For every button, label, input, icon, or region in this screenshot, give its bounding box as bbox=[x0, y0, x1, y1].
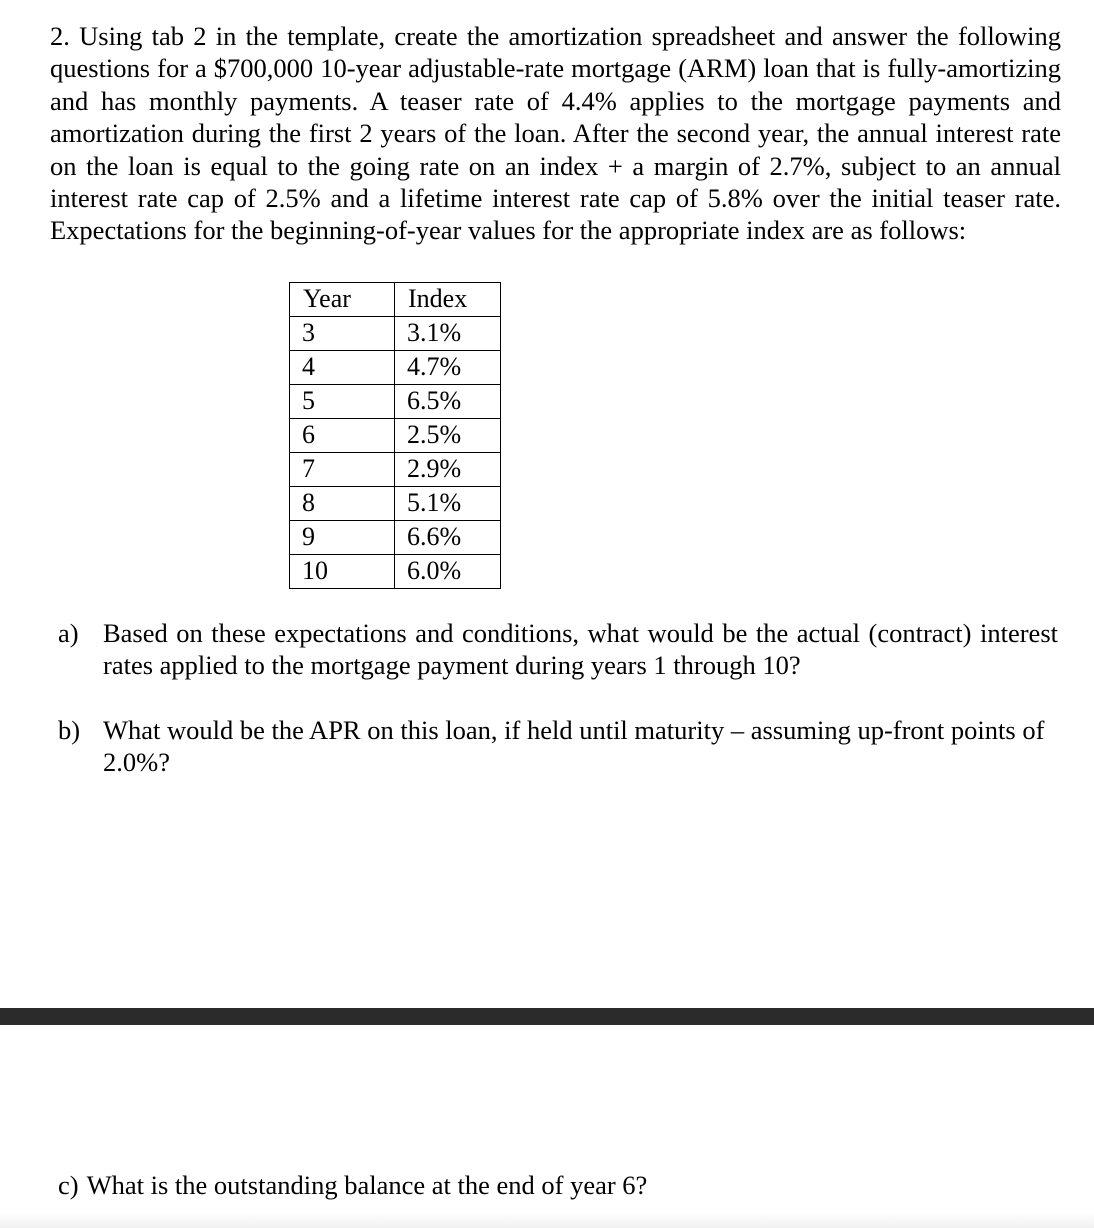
question-b-text: What would be the APR on this loan, if held until maturity – assuming up-front points of 2.0%? bbox=[103, 715, 1045, 778]
year-cell: 10 bbox=[290, 555, 395, 589]
table-row bbox=[290, 555, 501, 589]
index-cell: 5.1% bbox=[395, 487, 501, 521]
question-b-label: b) bbox=[58, 715, 81, 745]
table-row bbox=[290, 453, 501, 487]
year-cell: 6 bbox=[290, 419, 395, 453]
index-cell: 2.5% bbox=[395, 419, 501, 453]
index-cell: 4.7% bbox=[395, 351, 501, 385]
year-column-header: Year bbox=[290, 283, 395, 317]
question-a-label: a) bbox=[58, 618, 79, 648]
year-cell: 4 bbox=[290, 351, 395, 385]
index-cell: 2.9% bbox=[395, 453, 501, 487]
index-cell: 6.6% bbox=[395, 521, 501, 555]
index-cell: 6.5% bbox=[395, 385, 501, 419]
index-cell: 3.1% bbox=[395, 317, 501, 351]
table-row bbox=[290, 317, 501, 351]
question-c-text: What is the outstanding balance at the end of year 6? bbox=[86, 1170, 648, 1200]
table-row bbox=[290, 419, 501, 453]
problem-intro: 2. Using tab 2 in the template, create the amortization spreadsheet and answer the following questions for a $700,000 10-year adjustable-rate mortgage (ARM) loan that is fully-amortizing and has monthly payments. A teaser rate of 4.4% applies to the mortgage payments and amortization during the first 2 years of the loan. After the second year, the annual interest rate on the loan is equal to the going rate on an index + a margin of 2.7%, subject to an annual interest rate cap of 2.5% and a lifetime interest rate cap of 5.8% over the initial teaser rate. Expectations for the beginning-of-year values for the appropriate index are as follows: bbox=[50, 21, 1061, 246]
table-row bbox=[290, 351, 501, 385]
index-cell: 6.0% bbox=[395, 555, 501, 589]
index-column-header: Index bbox=[395, 283, 501, 317]
table-row bbox=[290, 385, 501, 419]
year-cell: 8 bbox=[290, 487, 395, 521]
question-a-text: Based on these expectations and conditions, what would be the actual (contract) interest rates applied to the mortgage payment during years 1 through 10? bbox=[103, 618, 1058, 681]
year-cell: 3 bbox=[290, 317, 395, 351]
bottom-edge-shade bbox=[0, 1212, 1094, 1228]
question-c-label: c) bbox=[58, 1170, 79, 1200]
index-table-header-row bbox=[290, 283, 501, 317]
index-table bbox=[289, 282, 501, 589]
table-row bbox=[290, 487, 501, 521]
year-cell: 7 bbox=[290, 453, 395, 487]
question-c bbox=[58, 1169, 647, 1201]
question-a bbox=[58, 617, 1058, 682]
year-cell: 9 bbox=[290, 521, 395, 555]
index-table-body bbox=[290, 317, 501, 589]
year-cell: 5 bbox=[290, 385, 395, 419]
section-divider bbox=[0, 1008, 1094, 1025]
table-row bbox=[290, 521, 501, 555]
question-b bbox=[58, 714, 1058, 779]
